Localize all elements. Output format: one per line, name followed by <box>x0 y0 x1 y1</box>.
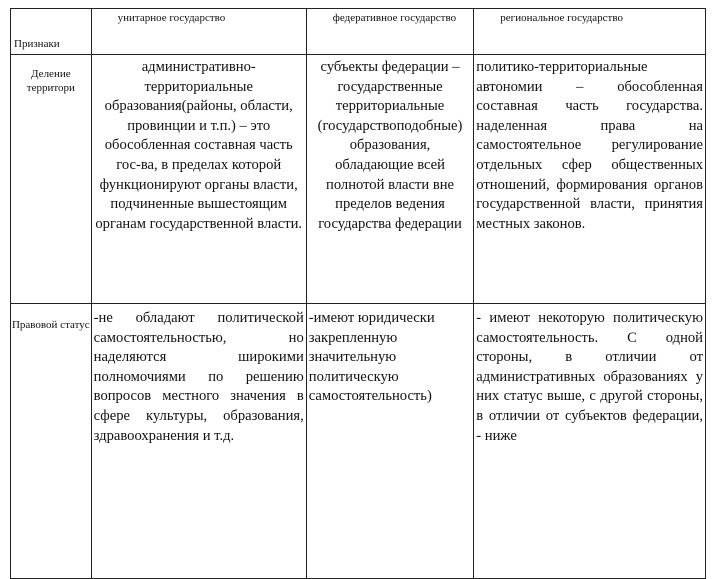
cell-territory-regional: политико-территориальные автономии – обособленная составная часть государства. наделенная права на самостоятельное регулирование отдельных сфер общественных отношений, формирования органов государственной власти, принятия местных законов. <box>474 55 706 304</box>
header-features-label: Признаки <box>14 38 60 50</box>
comparison-table <box>10 8 706 579</box>
header-regional: региональное государство <box>474 9 706 55</box>
cell-territory-federative: субъекты федерации – государственные территориальные (государствоподобные) образования, обладающие всей полнотой власти вне пределов ведения государства федерации <box>306 55 474 304</box>
cell-status-unitary: -не обладают политической самостоятельностью, но наделяются широкими полномочиями по решению вопросов местного значения в сфере культуры, образования, здравоохранения и т.д. <box>91 304 306 579</box>
table-row <box>11 55 706 304</box>
cell-territory-unitary: административно-территориальные образования(районы, области, провинции и т.п.) – это обособленная составная часть гос-ва, в пределах которой функционируют органы власти, подчиненные вышестоящим органам государственной власти. <box>91 55 306 304</box>
table-row <box>11 304 706 579</box>
header-unitary: унитарное государство <box>91 9 306 55</box>
cell-status-regional: - имеют некоторую политическую самостоятельность. С одной стороны, в отличии от административных образованиях у них статус выше, с другой стороны, в отличии от субъектов федерации, - ниже <box>474 304 706 579</box>
header-cell-features <box>11 9 92 55</box>
row-label-legal-status: Правовой статус <box>11 304 92 579</box>
row-label-territory: Деление территори <box>11 55 92 304</box>
header-row <box>11 9 706 55</box>
cell-status-federative: -имеют юридически закрепленную значительную политическую самостоятельность) <box>306 304 474 579</box>
header-federative: федеративное государство <box>306 9 474 55</box>
